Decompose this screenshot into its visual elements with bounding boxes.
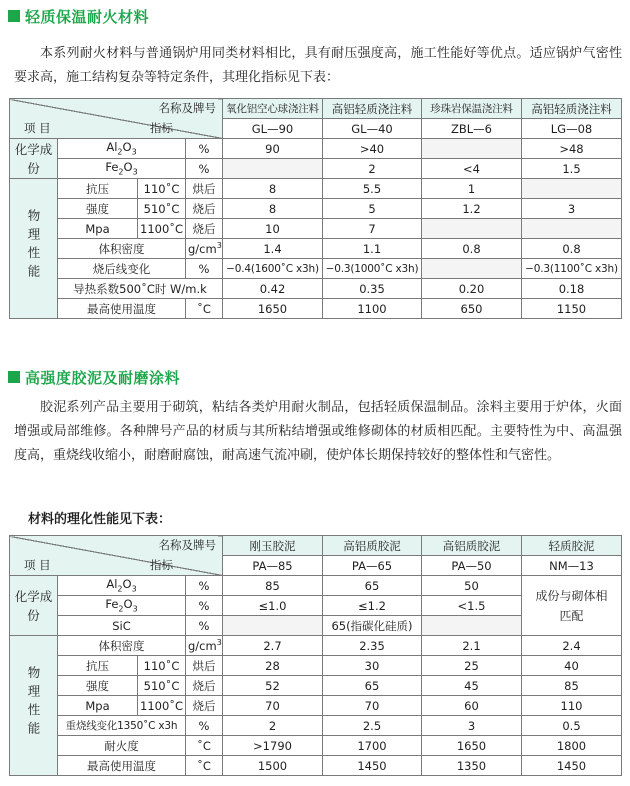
grade-code: PA—85 [223,556,323,576]
temp-label: 110˚C [138,656,186,676]
temp-label: 1100˚C [138,696,186,716]
reheat-label: 重烧线变化1350˚C x3h [58,716,186,736]
cell-value: 50 [422,576,522,596]
temp-label: 510˚C [138,676,186,696]
table-corner-header: 名称及牌号 指标 项 目 [10,536,223,576]
cell-value: 70 [323,696,422,716]
compress-label: 抗压 [58,656,138,676]
unit-percent: % [186,259,223,279]
cell-value: 2.4 [522,636,622,656]
cell-value: 70 [223,696,323,716]
cell-empty [422,259,522,279]
table-subheading: 材料的理化性能见下表： [28,512,172,527]
cell-value: 45 [422,676,522,696]
cell-value: 1.2 [422,199,522,219]
cell-empty [422,219,522,239]
sic-label: SiC [58,616,186,636]
condition-label: 烧后 [186,199,223,219]
condition-label: 烧后 [186,219,223,239]
density-unit: $g/cm^3$ [186,239,223,259]
cell-value: −0.3(1000˚C x3h) [323,259,422,279]
cell-value: 0.20 [422,279,522,299]
cell-empty [223,159,323,179]
cell-value: 0.5 [522,716,622,736]
cell-value: 65(指碳化硅质) [323,616,422,636]
cell-value: 2.1 [422,636,522,656]
unit-percent: % [186,576,223,596]
cell-value: ≤1.0 [223,596,323,616]
cell-value: 1100 [323,299,422,319]
section1-intro: 本系列耐火材料与普通锅炉用同类材料相比，具有耐压强度高，施工性能好等优点。适应锅炉气密性要求高，施工结构复杂等特定条件，其理化指标见下表： [14,46,622,85]
cell-value: 2.5 [323,716,422,736]
cell-value: 0.18 [522,279,622,299]
cell-value: 52 [223,676,323,696]
condition-label: 烧后 [186,676,223,696]
section2-intro: 胶泥系列产品主要用于砌筑，粘结各类炉用耐火制品，包括轻质保温制品。涂料主要用于炉体，火面增强或局部维修。各种牌号产品的材质与其所粘结增强或维修砌体的材质相匹配。主要特性为中、高温强度高，重烧线收缩小，耐磨耐腐蚀，耐高速气流冲刷，使炉体长期保持较好的整体性和气密性。 [14,400,622,463]
cell-value: −0.4(1600˚C x3h) [223,259,323,279]
product-name: 高铝轻质浇注料 [522,99,622,119]
category-physical: 物理性能 [10,179,58,319]
grade-code: GL—40 [323,119,422,139]
cell-value: 1150 [522,299,622,319]
mpa-label: Mpa [58,696,138,716]
unit-percent: % [186,159,223,179]
condition-label: 烘后 [186,179,223,199]
unit-percent: % [186,616,223,636]
cell-value: 85 [223,576,323,596]
nm13-chem-note: 成份与砌体相匹配 [522,576,622,636]
cell-value: 60 [422,696,522,716]
section-title-text: 高强度胶泥及耐磨涂料 [25,368,181,387]
unit-percent: % [186,716,223,736]
cell-value: 1450 [323,756,422,776]
cell-value: 25 [422,656,522,676]
temp-label: 510˚C [138,199,186,219]
cell-value: 1800 [522,736,622,756]
cell-value: 5 [323,199,422,219]
cell-value: 1450 [522,756,622,776]
table-lightweight-materials [9,98,622,319]
unit-percent: % [186,139,223,159]
cell-value: 1.1 [323,239,422,259]
maxtemp-label: 最高使用温度 [58,299,186,319]
cell-value: 0.35 [323,279,422,299]
mpa-label: Mpa [58,219,138,239]
cell-value: ≤1.2 [323,596,422,616]
cell-value: 1 [422,179,522,199]
cell-value: 2 [223,716,323,736]
grade-code: ZBL—6 [422,119,522,139]
shrink-label: 烧后线变化 [58,259,186,279]
cell-value: 0.8 [522,239,622,259]
square-bullet-icon [8,10,20,22]
condition-label: 烧后 [186,696,223,716]
cell-value: 65 [323,676,422,696]
cell-empty [522,179,622,199]
unit-percent: % [186,596,223,616]
grade-code: GL—90 [223,119,323,139]
density-label: 体积密度 [58,636,186,656]
cell-value: 1500 [223,756,323,776]
cell-value: 85 [522,676,622,696]
conductivity-label: 导热系数500˚C时 W/m.k [58,279,223,299]
product-name: 刚玉胶泥 [223,536,323,556]
cell-value: 1700 [323,736,422,756]
product-name: 高铝质胶泥 [323,536,422,556]
cell-value: 8 [223,179,323,199]
cell-value: 30 [323,656,422,676]
table-mortar-materials [9,535,622,776]
temp-label: 110˚C [138,179,186,199]
refractoriness-label: 耐火度 [58,736,186,756]
cell-value: 1350 [422,756,522,776]
cell-value: 3 [522,199,622,219]
cell-value: 5.5 [323,179,422,199]
grade-code: LG—08 [522,119,622,139]
section-title-text: 轻质保温耐火材料 [25,7,150,26]
cell-value: >40 [323,139,422,159]
cell-value: 650 [422,299,522,319]
cell-value: 7 [323,219,422,239]
cell-value: 2.7 [223,636,323,656]
product-name: 轻质胶泥 [522,536,622,556]
refract-unit: ˚C [186,736,223,756]
fe2o3-label: $Fe_2O_3$ [58,159,186,179]
compress-label: 抗压 [58,179,138,199]
cell-value: 1650 [422,736,522,756]
cell-value: 40 [522,656,622,676]
cell-value: 1.5 [522,159,622,179]
maxtemp-unit: ˚C [186,299,223,319]
table-corner-header: 名称及牌号 指标 项 目 [10,99,223,139]
fe2o3-label: $Fe_2O_3$ [58,596,186,616]
grade-code: NM—13 [522,556,622,576]
strength-label: 强度 [58,199,138,219]
cell-value: 1650 [223,299,323,319]
product-name: 高铝质胶泥 [422,536,522,556]
product-name: 氧化铝空心球浇注料 [223,99,323,119]
square-bullet-icon [8,371,20,383]
cell-empty [422,139,522,159]
cell-value: 3 [422,716,522,736]
cell-empty [522,219,622,239]
cell-value: 2 [323,159,422,179]
category-chemical: 化学成份 [10,576,58,636]
cell-value: <4 [422,159,522,179]
cell-value: 0.42 [223,279,323,299]
density-label: 体积密度 [58,239,186,259]
cell-value: 8 [223,199,323,219]
cell-value: <1.5 [422,596,522,616]
category-physical: 物理性能 [10,636,58,776]
cell-empty [223,616,323,636]
cell-value: 0.8 [422,239,522,259]
condition-label: 烘后 [186,656,223,676]
density-unit: $g/cm^3$ [186,636,223,656]
section-title-mortar [8,366,180,388]
grade-code: PA—50 [422,556,522,576]
strength-label: 强度 [58,676,138,696]
cell-value: 90 [223,139,323,159]
cell-value: −0.3(1100˚C x3h) [522,259,622,279]
cell-value: 1.4 [223,239,323,259]
product-name: 高铝轻质浇注料 [323,99,422,119]
cell-value: 10 [223,219,323,239]
maxtemp-unit: ˚C [186,756,223,776]
cell-value: 65 [323,576,422,596]
temp-label: 1100˚C [138,219,186,239]
al2o3-label: $Al_2O_3$ [58,139,186,159]
maxtemp-label: 最高使用温度 [58,756,186,776]
cell-value: >48 [522,139,622,159]
cell-empty [422,616,522,636]
grade-code: PA—65 [323,556,422,576]
category-chemical: 化学成份 [10,139,58,179]
cell-value: 2.35 [323,636,422,656]
section-title-lightweight [8,5,149,27]
al2o3-label: $Al_2O_3$ [58,576,186,596]
cell-value: 28 [223,656,323,676]
cell-value: >1790 [223,736,323,756]
product-name: 珍珠岩保温浇注料 [422,99,522,119]
cell-value: 110 [522,696,622,716]
